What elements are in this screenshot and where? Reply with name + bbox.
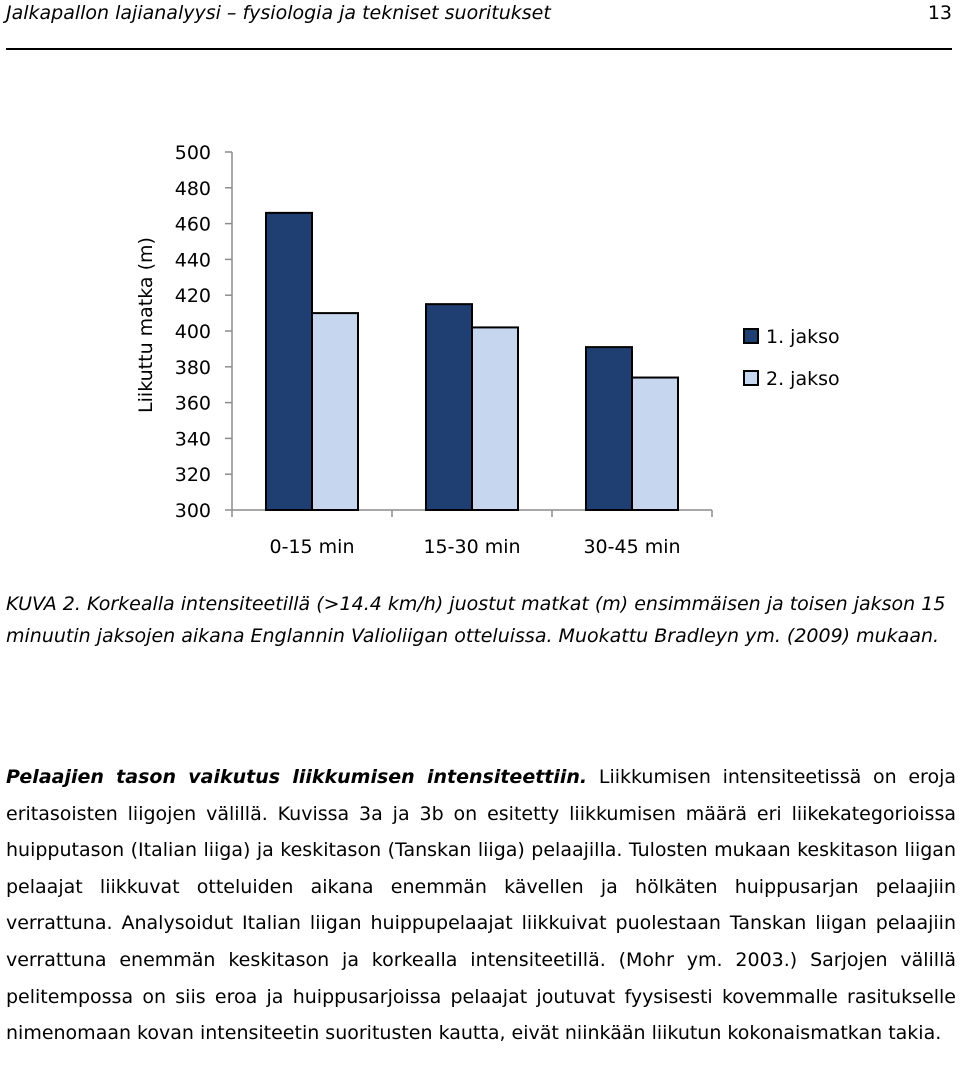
body-paragraph	[6, 759, 956, 1052]
y-tick-label: 440	[174, 249, 211, 272]
y-tick-label: 460	[174, 213, 211, 236]
paragraph-text: Liikkumisen intensiteetissä on eroja eritasoisten liigojen välillä. Kuvissa 3a ja 3b on esitetty liikkumisen määrä eri liikekategorioissa huipputason (Italian liiga) ja keskitason (Tanskan liiga) pelaajilla. Tulosten mukaan keskitason liigan pelaajat liikkuvat otteluiden aikana enemmän kävellen ja hölkäten huippusarjan pelaajiin verrattuna. Analysoidut Italian liigan huippupelaajat liikkuivat puolestaan Tanskan liigan pelaajiin verrattuna enemmän keskitason ja korkealla intensiteetillä. (Mohr ym. 2003.) Sarjojen välillä pelitempossa on siis eroa ja huippusarjoissa pelaajat joutuvat fyysisesti kovemmalle rasitukselle nimenomaan kovan intensiteetin suoritusten kautta, eivät niinkään liikutun kokonaismatkan takia.	[6, 766, 956, 1045]
bar	[312, 313, 358, 510]
legend-label: 1. jakso	[766, 326, 840, 348]
y-tick-label: 480	[174, 177, 211, 200]
bar	[586, 347, 632, 510]
bar	[266, 213, 312, 510]
y-tick-label: 320	[174, 464, 211, 487]
y-tick-label: 400	[174, 321, 211, 343]
page-number: 13	[927, 2, 952, 24]
bar-chart	[0, 130, 960, 570]
bar	[632, 378, 678, 510]
y-tick-label: 340	[174, 428, 211, 451]
y-tick-label: 500	[174, 142, 211, 164]
y-tick-label: 380	[174, 356, 211, 379]
bar	[426, 304, 472, 510]
y-axis-title: Liikuttu matka (m)	[135, 237, 157, 413]
bar	[472, 327, 518, 510]
y-tick-label: 360	[174, 392, 211, 415]
document-title: Jalkapallon lajianalyysi – fysiologia ja tekniset suoritukset	[6, 2, 551, 24]
x-tick-label: 15-30 min	[423, 536, 521, 558]
x-tick-label: 0-15 min	[269, 536, 355, 558]
y-tick-label: 300	[174, 500, 211, 522]
section-heading: Pelaajien tason vaikutus liikkumisen intensiteettiin.	[6, 766, 588, 788]
page-header	[6, 0, 952, 50]
y-tick-label: 420	[174, 285, 211, 308]
legend-swatch	[744, 329, 758, 343]
figure-caption: KUVA 2. Korkealla intensiteetillä (>14.4 km/h) juostut matkat (m) ensimmäisen ja toisen jakson 15 minuutin jaksojen aikana Englannin Valioliigan otteluissa. Muokattu Bradleyn ym. (2009) mukaan.	[6, 593, 946, 647]
legend-swatch	[744, 371, 758, 385]
x-tick-label: 30-45 min	[583, 536, 681, 558]
legend-label: 2. jakso	[766, 368, 840, 390]
